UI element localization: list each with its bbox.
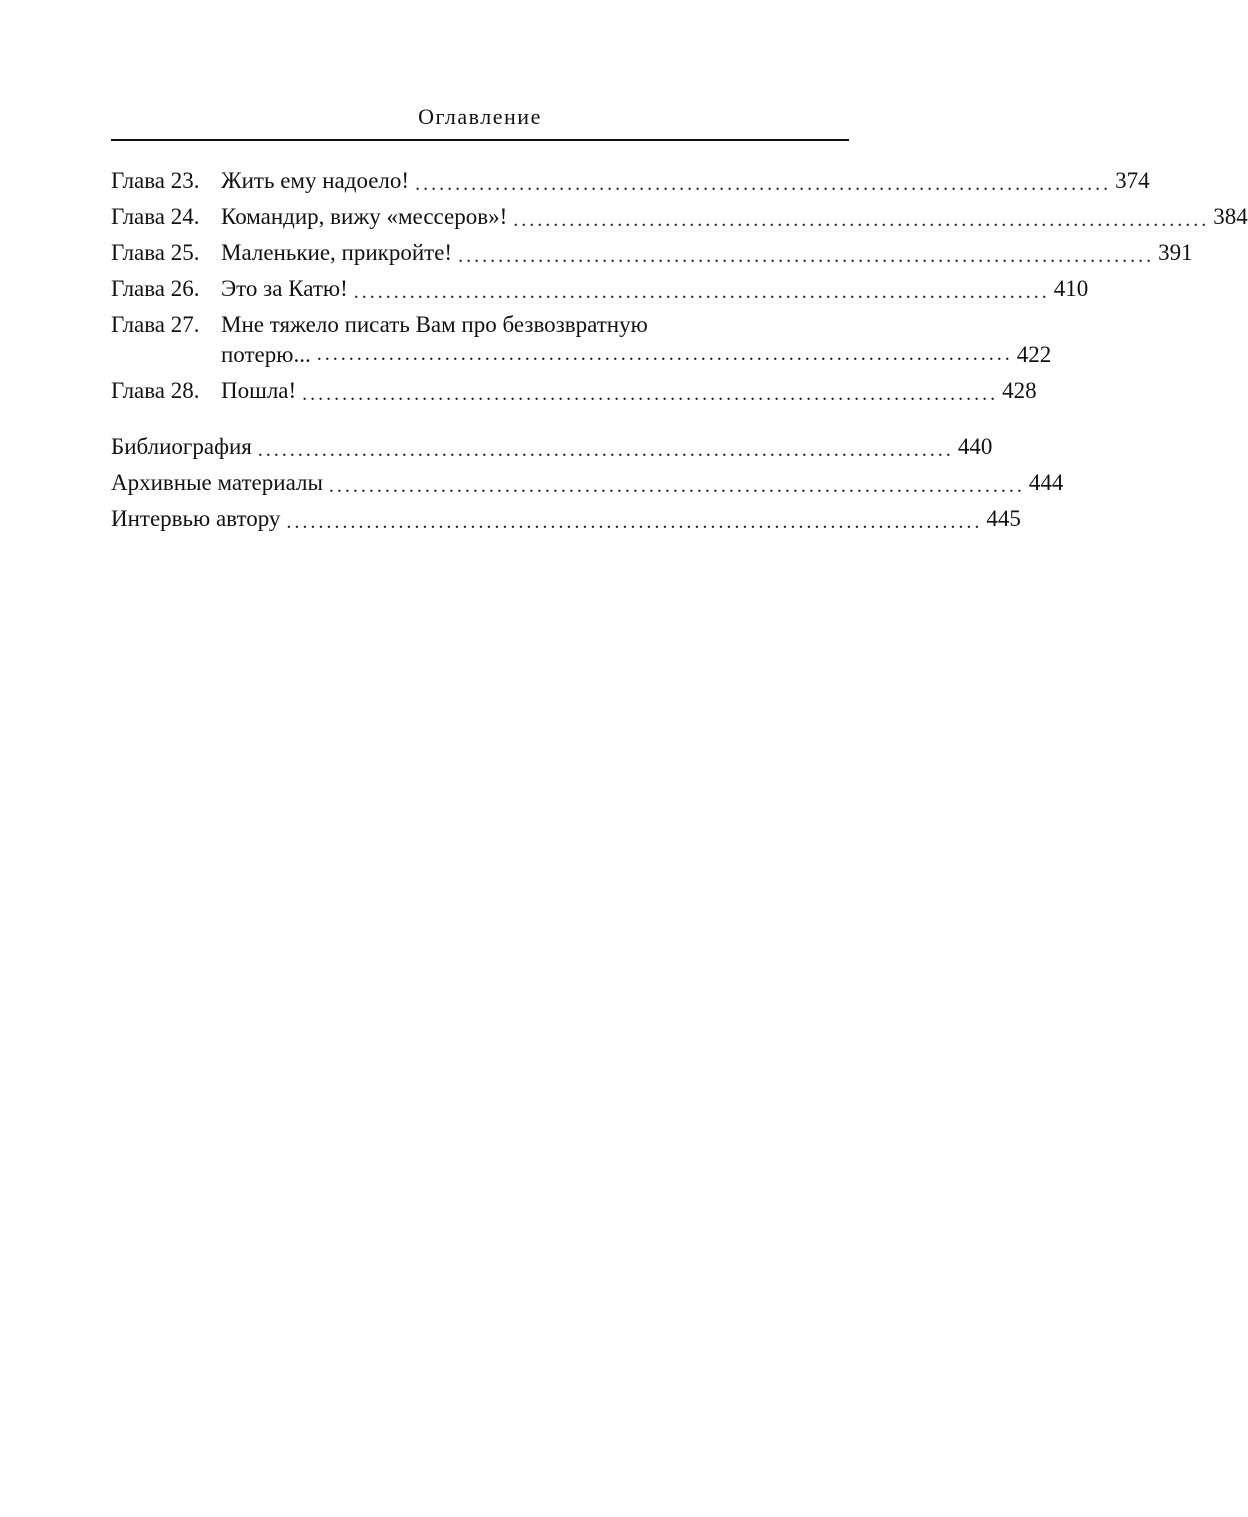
dot-leader: ....................................................................................... [302, 383, 999, 405]
toc-entry-author-interviews[interactable] [111, 501, 1021, 537]
chapter-number: Глава 28. [111, 378, 200, 403]
page-number: 445 [986, 506, 1021, 531]
chapter-title-line-1: Мне тяжело писать Вам про безвозвратную [221, 312, 648, 337]
toc-entry-chapter-23[interactable] [111, 163, 1150, 199]
toc-entry-bibliography[interactable] [111, 429, 993, 465]
chapter-title: Командир, вижу «мессеров»! [221, 204, 508, 229]
dot-leader: ....................................................................................... [415, 173, 1112, 195]
page-number: 440 [957, 434, 993, 459]
table-of-contents [111, 163, 1248, 537]
toc-entry-chapter-25[interactable] [111, 235, 1193, 271]
dot-leader: ....................................................................................... [353, 281, 1050, 303]
entry-title: Библиография [111, 434, 252, 459]
page-number: 384 [1213, 204, 1248, 229]
page-number: 391 [1158, 240, 1193, 265]
chapter-title: Маленькие, прикройте! [221, 240, 453, 265]
section-gap [111, 409, 849, 429]
toc-entry-chapter-27[interactable] [111, 311, 1052, 369]
chapter-title: Жить ему надоело! [221, 168, 410, 193]
entry-title: Архивные материалы [111, 470, 323, 495]
toc-entry-archive-materials[interactable] [111, 465, 1064, 501]
page-number: 410 [1053, 276, 1089, 301]
header-rule [111, 139, 849, 141]
page-number: 428 [1002, 378, 1037, 403]
chapter-title-line-2: потерю... [221, 342, 311, 367]
page-number: 422 [1016, 342, 1052, 367]
dot-leader: ....................................................................................... [316, 343, 1013, 365]
dot-leader: ....................................................................................... [286, 511, 983, 533]
toc-entry-chapter-28[interactable] [111, 373, 1037, 409]
page-number: 444 [1028, 470, 1064, 495]
chapter-number: Глава 27. [111, 312, 200, 337]
entry-title: Интервью автору [111, 506, 281, 531]
page-number: 374 [1115, 168, 1150, 193]
chapter-number: Глава 23. [111, 168, 200, 193]
page-title: Оглавление [418, 104, 542, 129]
dot-leader: ....................................................................................... [328, 475, 1025, 497]
chapter-number: Глава 24. [111, 204, 200, 229]
dot-leader: ....................................................................................... [257, 439, 954, 461]
chapter-number: Глава 25. [111, 240, 200, 265]
chapter-number: Глава 26. [111, 276, 200, 301]
toc-entry-chapter-24[interactable] [111, 199, 1248, 235]
dot-leader: ....................................................................................... [458, 245, 1155, 267]
chapter-title: Это за Катю! [221, 276, 348, 301]
chapter-title: Пошла! [221, 378, 297, 403]
dot-leader: ....................................................................................... [513, 209, 1210, 231]
toc-entry-chapter-26[interactable] [111, 271, 1089, 307]
